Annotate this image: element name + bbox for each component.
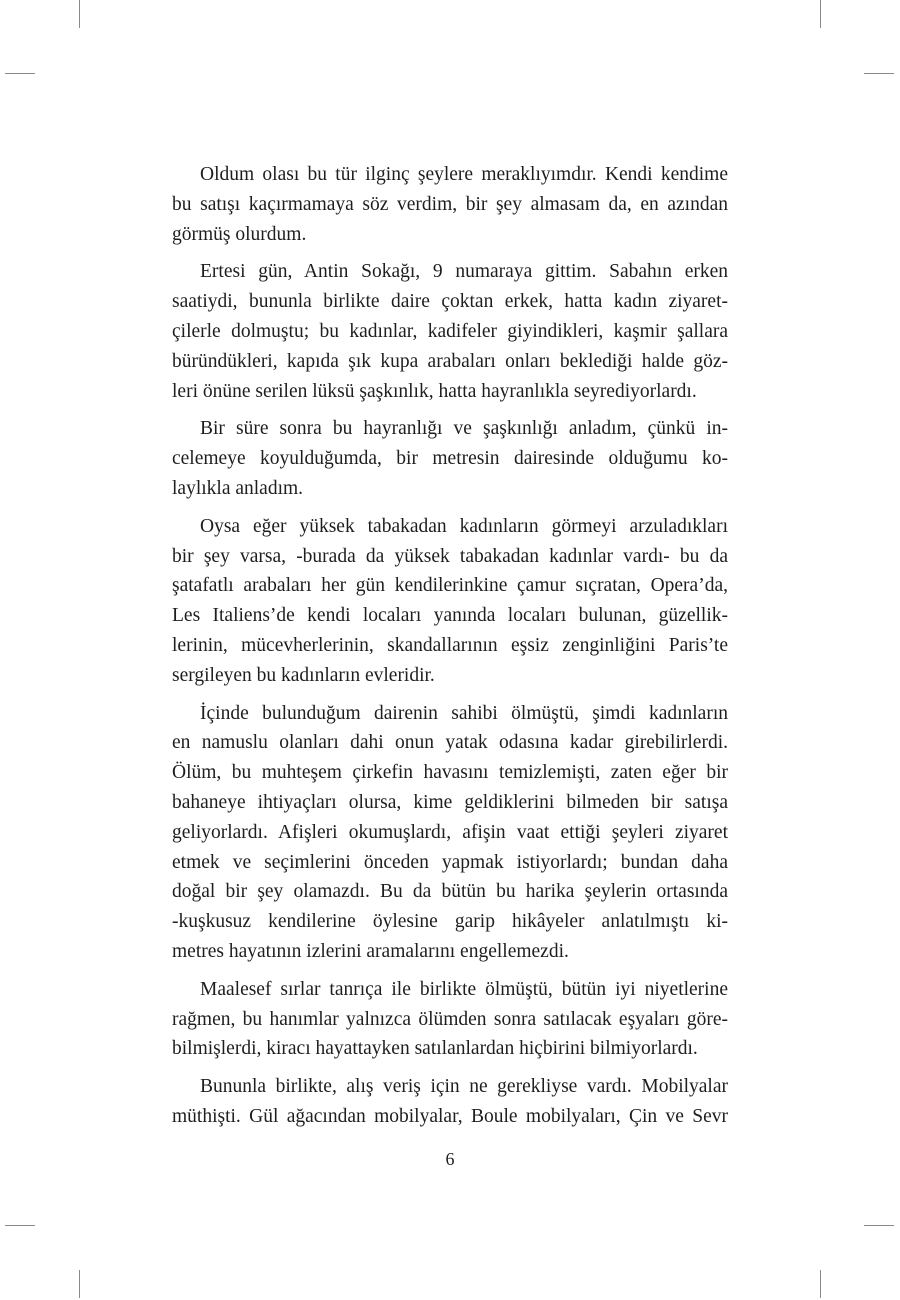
text-line: çilerle dolmuştu; bu kadınlar, kadifeler giyindikleri, kaşmir şallara bbox=[172, 320, 728, 342]
text-line: saatiydi, bununla birlikte daire çoktan erkek, hatta kadın ziyaret- bbox=[172, 291, 728, 313]
text-line: en namuslu olanları dahi onun yatak odasına kadar girebilirlerdi. bbox=[172, 732, 728, 754]
crop-mark-right-top bbox=[864, 73, 894, 74]
text-line: geliyorlardı. Afişleri okumuşlardı, afişin vaat ettiği şeyleri ziyaret bbox=[172, 821, 728, 843]
text-line: leri önüne serilen lüksü şaşkınlık, hatta hayranlıkla seyrediyorlardı. bbox=[172, 380, 697, 402]
text-line: Maalesef sırlar tanrıça ile birlikte ölmüştü, bütün iyi niyetlerine bbox=[200, 978, 728, 1000]
paragraph-5 bbox=[172, 699, 728, 967]
text-line: doğal bir şey olamazdı. Bu da bütün bu harika şeylerin ortasında bbox=[172, 881, 728, 903]
text-line: Bununla birlikte, alış veriş için ne gerekliyse vardı. Mobilyalar bbox=[200, 1076, 728, 1098]
text-line: Bir süre sonra bu hayranlığı ve şaşkınlığı anladım, çünkü in- bbox=[200, 418, 728, 440]
text-line: görmüş olurdum. bbox=[172, 223, 307, 245]
text-line: büründükleri, kapıda şık kupa arabaları onları beklediği halde göz- bbox=[172, 350, 728, 372]
text-line: şatafatlı arabaları her gün kendilerinkine çamur sıçratan, Opera’da, bbox=[172, 575, 728, 597]
text-line: -kuşkusuz kendilerine öylesine garip hikâyeler anlatılmıştı ki- bbox=[172, 911, 728, 933]
text-line: müthişti. Gül ağacından mobilyalar, Boule mobilyaları, Çin ve Sevr bbox=[172, 1105, 728, 1127]
text-line: celemeye koyulduğumda, bir metresin dairesinde olduğumu ko- bbox=[172, 448, 728, 470]
crop-mark-right-bottom bbox=[864, 1225, 894, 1226]
text-line: bu satışı kaçırmamaya söz verdim, bir şey almasam da, en azından bbox=[172, 193, 728, 215]
text-line: Oldum olası bu tür ilginç şeylere meraklıyımdır. Kendi kendime bbox=[200, 164, 728, 185]
crop-mark-bottom-left bbox=[79, 1270, 80, 1298]
text-line: laylıkla anladım. bbox=[172, 477, 304, 499]
paragraph-1 bbox=[172, 160, 728, 249]
text-line: İçinde bulunduğum dairenin sahibi ölmüştü, şimdi kadınların bbox=[200, 702, 728, 724]
paragraph-7 bbox=[172, 1072, 728, 1132]
text-line: Ölüm, bu muhteşem çirkefin havasını temizlemişti, zaten eğer bir bbox=[172, 762, 728, 784]
paragraph-2 bbox=[172, 257, 728, 406]
text-line: lerinin, mücevherlerinin, skandallarının eşsiz zenginliğini Paris’te bbox=[172, 634, 728, 656]
text-line: Ertesi gün, Antin Sokağı, 9 numaraya gittim. Sabahın erken bbox=[200, 261, 728, 283]
crop-mark-bottom-right bbox=[820, 1270, 821, 1298]
paragraph-6 bbox=[172, 975, 728, 1064]
crop-mark-top-right bbox=[820, 0, 821, 28]
paragraph-4 bbox=[172, 512, 728, 691]
text-line: bahaneye ihtiyaçları olursa, kime geldiklerini bilmeden bir satışa bbox=[172, 791, 728, 813]
body-text bbox=[172, 160, 728, 1140]
text-line: bilmişlerdi, kiracı hayattayken satılanlardan hiçbirini bilmiyorlardı. bbox=[172, 1038, 698, 1060]
crop-mark-left-bottom bbox=[5, 1225, 35, 1226]
page-number: 6 bbox=[445, 1149, 455, 1169]
text-line: sergileyen bu kadınların evleridir. bbox=[172, 664, 435, 686]
text-line: rağmen, bu hanımlar yalnızca ölümden sonra satılacak eşyaları göre- bbox=[172, 1008, 728, 1030]
paragraph-3 bbox=[172, 414, 728, 503]
text-line: metres hayatının izlerini aramalarını engellemezdi. bbox=[172, 940, 569, 962]
text-line: Oysa eğer yüksek tabakadan kadınların görmeyi arzuladıkları bbox=[200, 515, 728, 537]
text-line: etmek ve seçimlerini önceden yapmak istiyorlardı; bundan daha bbox=[172, 851, 728, 873]
crop-mark-top-left bbox=[79, 0, 80, 28]
text-line: Les Italiens’de kendi locaları yanında locaları bulunan, güzellik- bbox=[172, 605, 728, 627]
crop-mark-left-top bbox=[5, 73, 35, 74]
text-line: bir şey varsa, -burada da yüksek tabakadan kadınlar vardı- bu da bbox=[172, 545, 728, 567]
